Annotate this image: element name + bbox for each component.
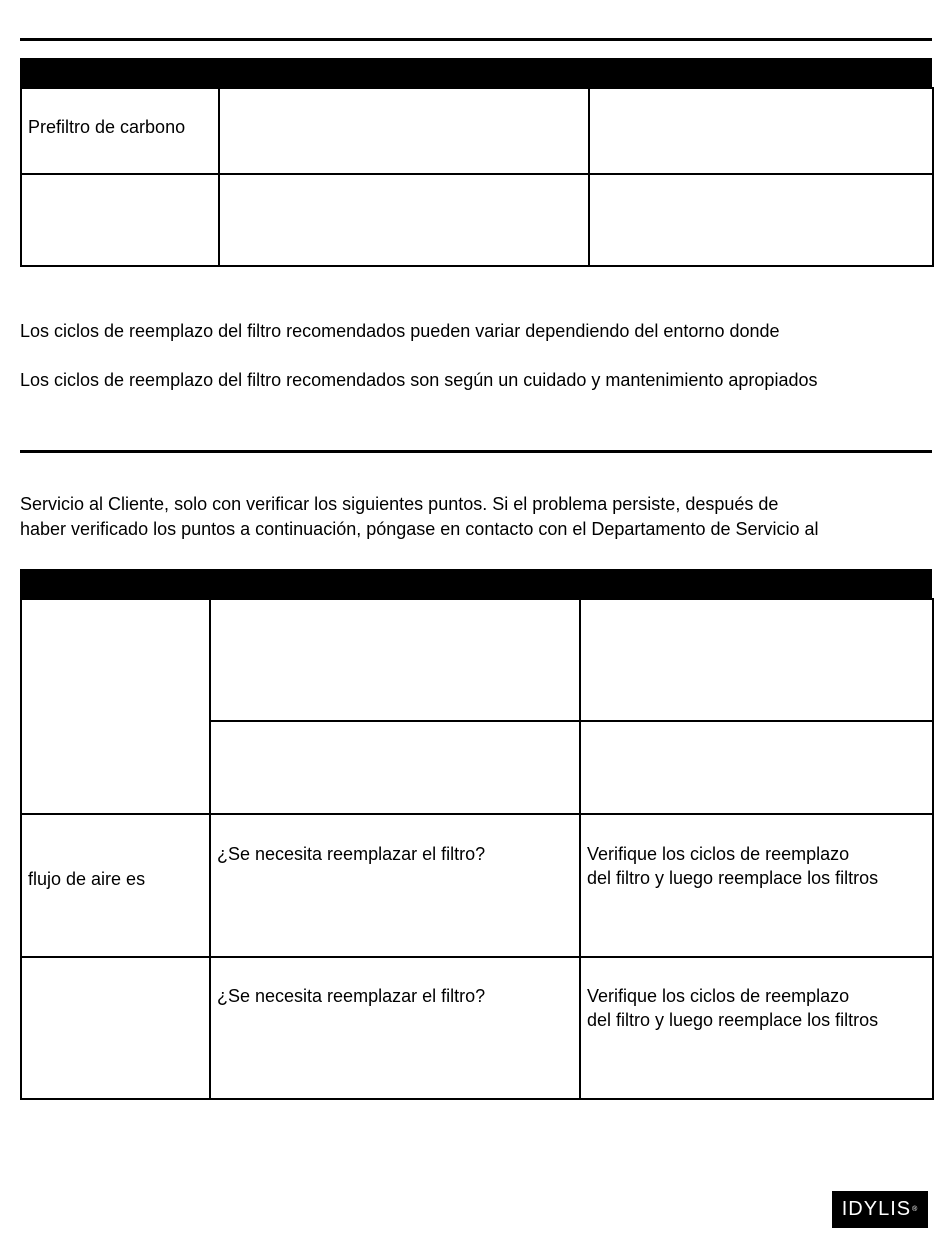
section-divider-top (20, 38, 932, 41)
registered-mark: ® (912, 1206, 919, 1213)
problem-cell (21, 957, 210, 1099)
solution-cell (580, 721, 933, 814)
cause-text: ¿Se necesita reemplazar el filtro? (217, 986, 486, 1006)
solution-line: Verifique los ciclos de reemplazo (587, 986, 850, 1006)
problem-text: flujo de aire es (28, 869, 146, 889)
table-cell (219, 88, 589, 174)
table-row (21, 174, 933, 266)
filter-table (20, 87, 934, 267)
filter-table-header (20, 58, 932, 88)
cause-cell (210, 957, 580, 1099)
filter-name-cell (21, 174, 219, 266)
section-divider-troubleshoot (20, 450, 932, 453)
troubleshooting-table (20, 598, 934, 1100)
problem-cell (21, 599, 210, 814)
solution-cell (580, 957, 933, 1099)
troubleshoot-intro-line-2: haber verificado los puntos a continuación, póngase en contacto con el Departamento de Servicio al (20, 519, 819, 539)
solution-line: del filtro y luego reemplace los filtros (587, 1010, 879, 1030)
trouble-table-header (20, 569, 932, 599)
troubleshoot-intro-line-1: Servicio al Cliente, solo con verificar los siguientes puntos. Si el problema persiste, después de (20, 494, 779, 514)
cause-text: ¿Se necesita reemplazar el filtro? (217, 844, 486, 864)
solution-cell (580, 814, 933, 957)
solution-line: del filtro y luego reemplace los filtros (587, 868, 879, 888)
solution-cell (580, 599, 933, 721)
table-row (21, 599, 933, 721)
solution-text (581, 958, 932, 1032)
cause-cell (210, 814, 580, 957)
filter-note-1: Los ciclos de reemplazo del filtro recomendados pueden variar dependiendo del entorno donde (20, 321, 780, 341)
table-row (21, 814, 933, 957)
cause-cell (210, 721, 580, 814)
cause-cell (210, 599, 580, 721)
filter-note-2: Los ciclos de reemplazo del filtro recomendados son según un cuidado y mantenimiento apropiados (20, 370, 818, 390)
table-cell (589, 174, 933, 266)
solution-text (581, 815, 932, 890)
table-row (21, 88, 933, 174)
filter-name-cell (21, 88, 219, 174)
brand-name: IDYLIS (841, 1198, 912, 1220)
solution-line: Verifique los ciclos de reemplazo (587, 844, 850, 864)
table-cell (589, 88, 933, 174)
table-cell (219, 174, 589, 266)
brand-logo (832, 1191, 928, 1228)
table-row (21, 957, 933, 1099)
filter-name: Prefiltro de carbono (28, 117, 186, 137)
problem-cell (21, 814, 210, 957)
